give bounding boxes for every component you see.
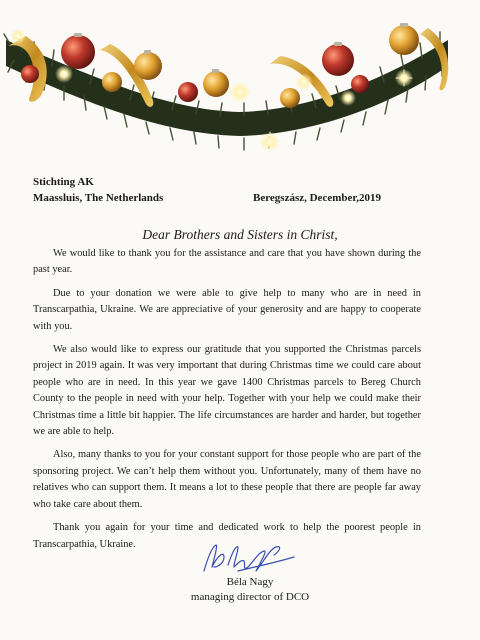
sender-location: Maassluis, The Netherlands <box>33 192 164 204</box>
paragraph: Due to your donation we were able to give help to many who are in need in Transcarpathia, Ukraine. We are appreciative of your generosity and are happy to cooperate with you. <box>33 287 421 332</box>
letter-body <box>33 246 421 560</box>
paragraph: We would like to thank you for the assistance and care that you have shown during the past year. <box>33 248 421 276</box>
handwritten-signature <box>198 537 298 581</box>
sender-name: Stichting AK <box>33 176 94 188</box>
place-and-date: Beregszász, December,2019 <box>253 192 381 204</box>
paragraph: Thank you again for your time and dedicated work to help the poorest people in Transcarpathia, Ukraine. <box>33 522 421 550</box>
salutation: Dear Brothers and Sisters in Christ, <box>142 227 338 242</box>
signer-title: managing director of DCO <box>190 591 310 603</box>
paragraph: Also, many thanks to you for your constant support for those people who are part of the sponsoring project. We can’t help them without you. Unfortunately, many of them have no relatives who can support them. It means a lot to these people that there are people far away who take care about them. <box>33 449 421 510</box>
christmas-garland-image <box>0 0 480 160</box>
paragraph: We also would like to express our gratitude that you supported the Christmas parcels project in 2019 again. It was very important that during Christmas time we could care about people who are in need. In this year we gave 1400 Christmas parcels to Bereg Church County to the people in need with your help. Together with your help we could make their Christmas time a little bit happier. The life circumstances are harder and harder, but together we are able to help. <box>33 344 421 438</box>
signer-name: Béla Nagy <box>226 576 274 588</box>
